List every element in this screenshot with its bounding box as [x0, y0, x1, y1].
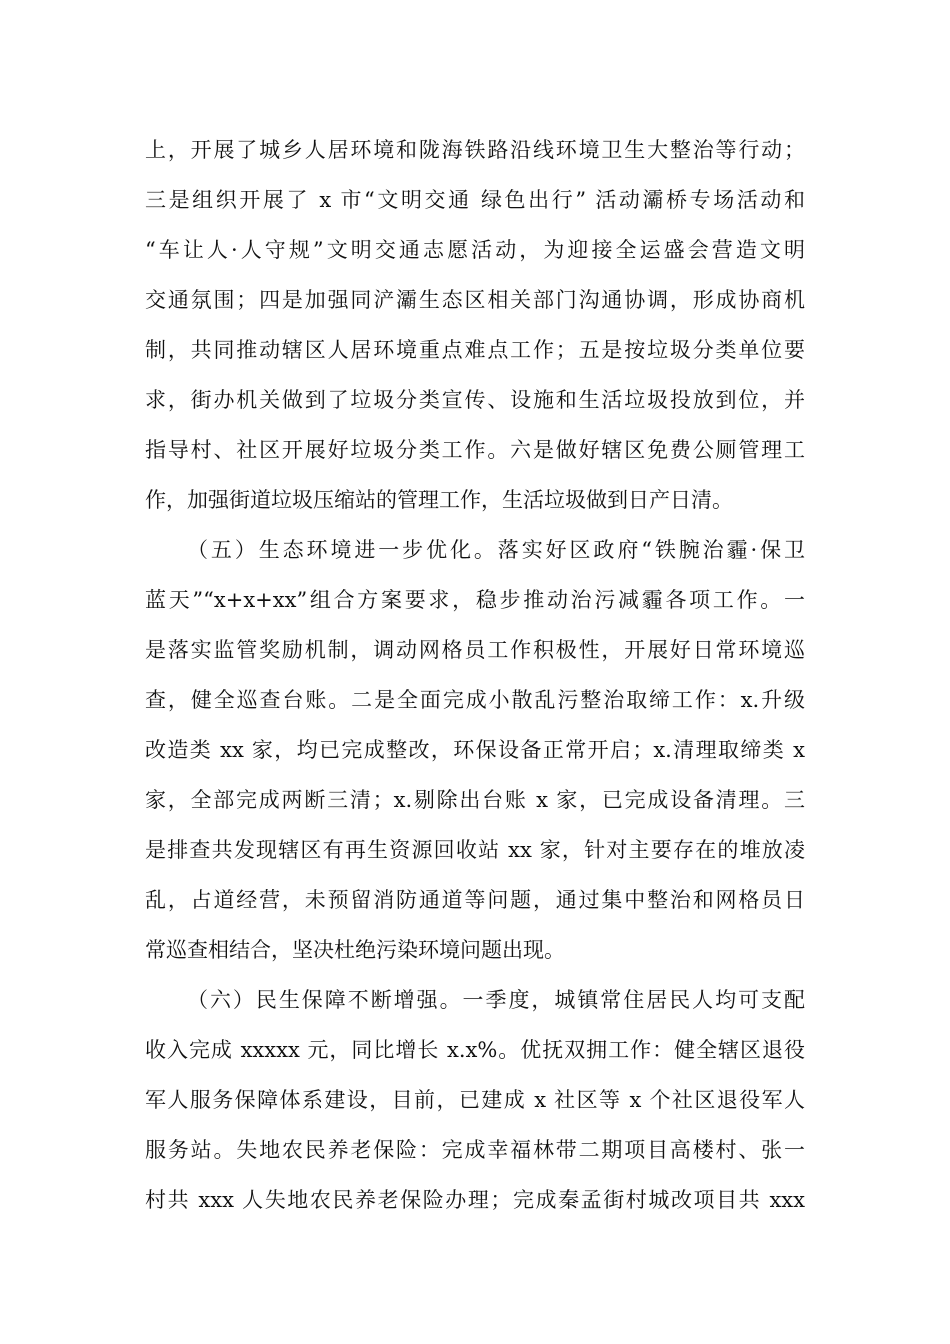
- text-line: 村共 xxx 人失地农民养老保险办理；完成秦孟街村城改项目共 xxx: [145, 1188, 805, 1212]
- text-line: 作，加强街道垃圾压缩站的管理工作，生活垃圾做到日产日清。: [145, 488, 733, 512]
- text-line: 指导村、社区开展好垃圾分类工作。六是做好辖区免费公厕管理工: [145, 438, 805, 462]
- text-line: 是排查共发现辖区有再生资源回收站 xx 家，针对主要存在的堆放凌: [145, 838, 805, 862]
- text-line: 制，共同推动辖区人居环境重点难点工作；五是按垃圾分类单位要: [145, 338, 805, 362]
- text-line: 服务站。失地农民养老保险：完成幸福林带二期项目高楼村、张一: [145, 1138, 805, 1162]
- text-line: 求，街办机关做到了垃圾分类宣传、设施和生活垃圾投放到位，并: [145, 388, 805, 412]
- text-line: “车让人·人守规”文明交通志愿活动，为迎接全运盛会营造文明: [145, 238, 805, 262]
- paragraph-heading-line: （六）民生保障不断增强。一季度，城镇常住居民人均可支配: [187, 988, 805, 1012]
- text-line: 是落实监管奖励机制，调动网格员工作积极性，开展好日常环境巡: [145, 638, 805, 662]
- text-line: 乱，占道经营，未预留消防通道等问题，通过集中整治和网格员日: [145, 888, 805, 912]
- text-line: 上，开展了城乡人居环境和陇海铁路沿线环境卫生大整治等行动；: [145, 138, 805, 162]
- text-line: 三是组织开展了 x 市“文明交通 绿色出行” 活动灞桥专场活动和: [145, 188, 805, 212]
- paragraph-heading-line: （五）生态环境进一步优化。落实好区政府“铁腕治霾·保卫: [187, 538, 805, 562]
- text-line: 家，全部完成两断三清；x.剔除出台账 x 家，已完成设备清理。三: [145, 788, 805, 812]
- text-line: 收入完成 xxxxx 元，同比增长 x.x%。优抚双拥工作：健全辖区退役: [145, 1038, 805, 1062]
- text-line: 蓝天”“x+x+xx”组合方案要求，稳步推动治污减霾各项工作。一: [145, 588, 805, 612]
- text-line: 军人服务保障体系建设，目前，已建成 x 社区等 x 个社区退役军人: [145, 1088, 805, 1112]
- text-line: 交通氛围；四是加强同浐灞生态区相关部门沟通协调，形成协商机: [145, 288, 805, 312]
- text-line: 查，健全巡查台账。二是全面完成小散乱污整治取缔工作：x.升级: [145, 688, 805, 712]
- text-line: 常巡查相结合，坚决杜绝污染环境问题出现。: [145, 938, 565, 962]
- text-line: 改造类 xx 家，均已完成整改，环保设备正常开启；x.清理取缔类 x: [145, 738, 805, 762]
